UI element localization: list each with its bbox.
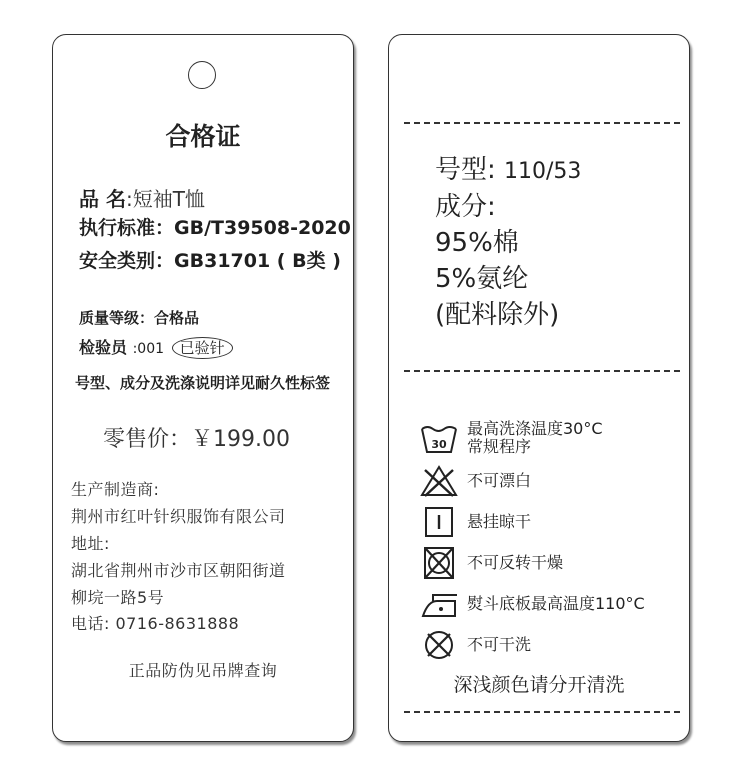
product-name-value: :短袖T恤 — [125, 187, 205, 211]
quality-label: 质量等级： — [79, 309, 155, 327]
wash-temp-label: 30 — [431, 438, 447, 451]
care-text-tumble: 不可反转干燥 — [467, 553, 564, 572]
inspector-label: 检验员 — [79, 338, 128, 357]
size-label: 号型: — [435, 155, 496, 185]
care-item-dry — [419, 505, 531, 539]
care-text-iron: 熨斗底板最高温度110°C — [467, 594, 645, 613]
address-line-2: 柳垸一路5号 — [71, 588, 165, 607]
durable-label-tag — [388, 34, 690, 742]
tag-title: 合格证 — [165, 122, 241, 151]
phone-number: 电话: 0716-8631888 — [71, 614, 240, 633]
wash-30-icon — [419, 421, 459, 455]
standard-label: 执行标准： — [79, 217, 175, 239]
iron-110-icon — [419, 587, 459, 621]
quality-value: 合格品 — [154, 309, 200, 327]
inspector-id: :001 — [132, 341, 165, 357]
safety-label: 安全类别： — [79, 250, 175, 272]
divider-top — [404, 122, 680, 124]
care-item-bleach — [419, 464, 531, 498]
hang-hole — [188, 61, 216, 89]
care-text-dryclean: 不可干洗 — [467, 635, 532, 654]
price-label: 零售价： — [103, 427, 192, 452]
authenticity-note: 正品防伪见吊牌查询 — [128, 661, 278, 680]
inspector-row — [79, 335, 233, 359]
no-tumble-dry-icon — [419, 546, 459, 580]
line-dry-icon — [419, 505, 459, 539]
care-item-tumble — [419, 546, 563, 580]
care-text-wash-1: 最高洗涤温度30°C — [467, 419, 603, 438]
product-name-row — [79, 183, 205, 212]
composition-line-3: (配料除外) — [435, 300, 560, 330]
care-item-iron — [419, 587, 645, 621]
certificate-tag — [52, 34, 354, 742]
inspector-stamp: 已验针 — [172, 337, 233, 359]
care-text-wash-2: 常规程序 — [467, 437, 532, 456]
divider-bottom — [404, 711, 680, 713]
size-row — [435, 149, 581, 186]
address-label: 地址: — [71, 534, 110, 553]
size-value: 110/53 — [504, 159, 582, 184]
composition-line-2: 5%氨纶 — [435, 264, 529, 294]
care-text-bleach: 不可漂白 — [467, 471, 532, 490]
price-row — [103, 422, 290, 453]
composition-label: 成分: — [435, 192, 496, 222]
manufacturer-label: 生产制造商: — [71, 480, 160, 499]
color-separation-note: 深浅颜色请分开清洗 — [453, 674, 625, 696]
divider-middle — [404, 370, 680, 372]
standard-row — [79, 213, 351, 240]
care-item-dryclean — [419, 628, 531, 662]
care-item-wash — [419, 421, 603, 455]
standard-value: GB/T39508-2020 — [174, 217, 351, 239]
address-line-1: 湖北省荆州市沙市区朝阳街道 — [71, 561, 286, 580]
quality-row — [79, 307, 199, 328]
durable-label-note: 号型、成分及洗涤说明详见耐久性标签 — [75, 374, 331, 392]
no-dry-clean-icon — [419, 628, 459, 662]
product-name-label: 品 名 — [79, 187, 126, 211]
no-bleach-icon — [419, 464, 459, 498]
price-value: ￥199.00 — [191, 427, 290, 452]
care-text-dry: 悬挂晾干 — [467, 512, 532, 531]
manufacturer-name: 荆州市红叶针织服饰有限公司 — [71, 507, 286, 526]
safety-value: GB31701 ( B类 ) — [174, 250, 341, 272]
safety-row — [79, 246, 341, 273]
composition-line-1: 95%棉 — [435, 228, 519, 258]
